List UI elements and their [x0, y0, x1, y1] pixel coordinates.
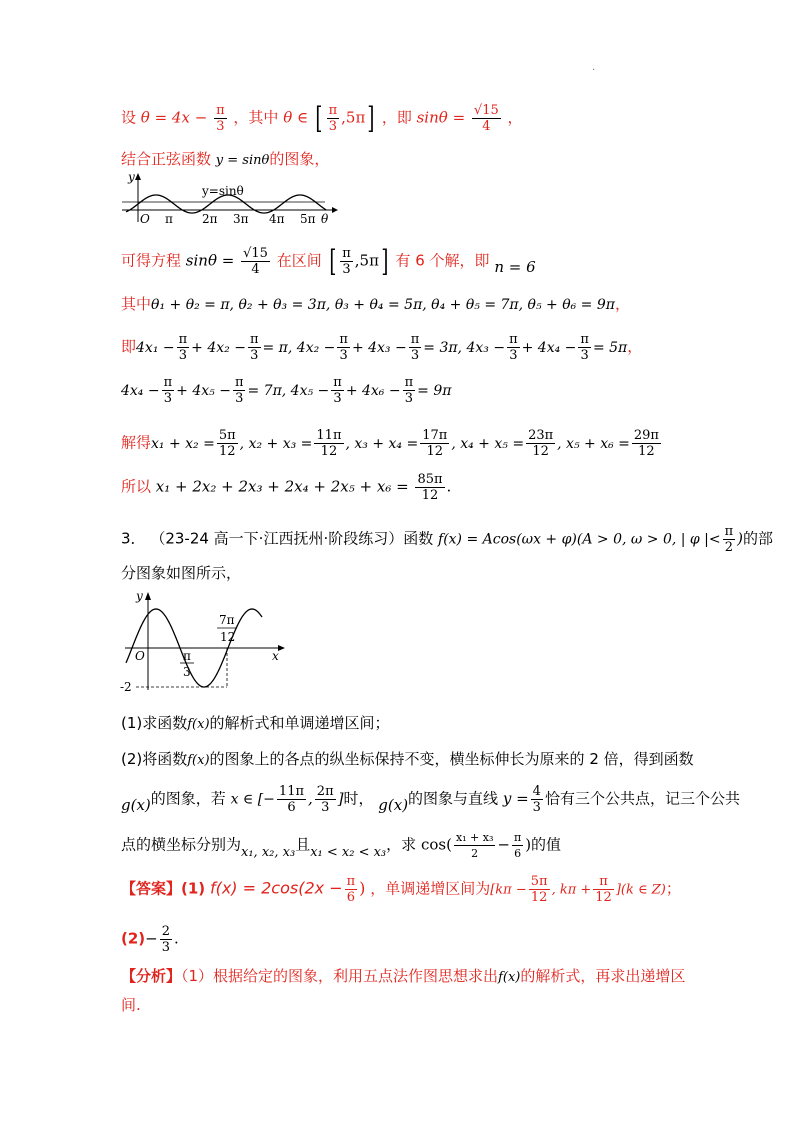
text: 有 6 个解，即: [395, 251, 490, 270]
text: ；: [665, 879, 681, 898]
bracket: ]: [381, 243, 389, 279]
math-expr: ,: [308, 789, 313, 808]
denominator: 3: [216, 119, 225, 134]
text: 间.: [121, 996, 141, 1014]
question-2-line-1: [121, 748, 740, 772]
origin-label: O: [135, 649, 145, 663]
numerator: x₁ + x₃: [455, 831, 494, 844]
denominator: 4: [482, 119, 491, 134]
denominator: 3: [161, 940, 171, 955]
text: ，: [627, 337, 643, 356]
text: 其中: [121, 295, 152, 313]
fraction: [162, 375, 175, 406]
math-expr: ,5π: [341, 108, 366, 127]
numerator: π: [724, 524, 734, 539]
math-expr: = 9π: [417, 382, 452, 399]
text: ，求: [386, 835, 417, 854]
fraction: [217, 428, 238, 459]
denominator: 3: [321, 800, 330, 815]
fraction: [331, 375, 344, 406]
answer-line-2: [121, 924, 740, 955]
math-expr: 4x₄ −: [121, 382, 160, 399]
math-expr: = 5π: [592, 339, 628, 356]
math-expr: f(x): [498, 970, 521, 985]
fraction: [420, 428, 449, 459]
numerator: 5π: [218, 428, 236, 443]
answer-label: 【答案】: [121, 879, 182, 898]
tick-denominator: 3: [183, 665, 191, 679]
fraction: [340, 246, 353, 277]
denominator: 3: [328, 119, 337, 134]
math-expr: + 4x₆ −: [345, 382, 401, 399]
text: .: [446, 477, 452, 496]
text: 点的横坐标分别为: [121, 835, 242, 854]
text: ，即: [381, 108, 412, 127]
analysis-line-1: [121, 965, 740, 989]
analysis-label: 【分析】: [121, 967, 182, 985]
text: (1): [181, 879, 206, 898]
fraction: [327, 103, 340, 134]
problem-source: （23-24 高一下·江西抚州·阶段练习）函数: [150, 529, 434, 548]
text: ，: [614, 295, 630, 313]
y-axis-arrow: [145, 592, 151, 600]
text: ，: [507, 108, 523, 127]
math-expr: x₁ + 2x₂ + 2x₃ + 2x₄ + 2x₅ + x₆ =: [155, 477, 409, 496]
y-axis-arrow: [135, 173, 141, 180]
theta-axis-arrow: [332, 207, 338, 213]
fraction: [314, 428, 343, 459]
numerator: π: [513, 831, 522, 844]
math-expr: [kπ −: [490, 882, 527, 898]
numerator: 2: [161, 924, 171, 939]
math-expr: f(x) = 2cos(2x −: [209, 878, 343, 898]
numerator: π: [342, 246, 351, 261]
math-expr: y = sinθ: [215, 153, 270, 168]
text: 的图象上的各点的纵坐标保持不变，横坐标伸长为原来的 2 倍，得到函数: [209, 750, 694, 768]
fraction: [277, 784, 306, 815]
text: 的部: [743, 529, 774, 548]
bracket: ]: [367, 100, 375, 136]
math-expr: + 4x₃ −: [351, 339, 407, 356]
math-expr: θ ∈: [283, 108, 309, 127]
numerator: 5π: [530, 874, 548, 889]
math-expr: θ₁ + θ₂ = π, θ₂ + θ₃ = 3π, θ₃ + θ₄ = 5π, θ₄ + θ₅ = 7π, θ₅ + θ₆ = 9π: [151, 297, 615, 313]
y-label: y: [136, 589, 143, 603]
math-expr: y =: [502, 789, 529, 808]
solution-line-1: [121, 100, 740, 136]
numerator: π: [163, 375, 173, 390]
tick-label: 4π: [269, 212, 285, 225]
x-label: x: [272, 649, 279, 663]
text: (2): [121, 929, 146, 948]
fraction: [403, 375, 416, 406]
tick-numerator: 7π: [219, 613, 235, 627]
text: 时，: [343, 789, 374, 808]
text: 在区间: [276, 251, 322, 270]
text: 结合正弦函数: [121, 150, 212, 168]
math-expr: ): [525, 835, 532, 854]
math-expr: = 3π, 4x₃ −: [423, 339, 506, 356]
fraction: [578, 332, 591, 363]
fraction: [177, 332, 190, 363]
text: ，单调递增区间为: [370, 879, 491, 898]
theta-label: θ: [321, 212, 329, 225]
fraction: [529, 874, 550, 905]
fraction: [723, 524, 736, 555]
numerator: 11π: [278, 784, 305, 799]
fraction: [337, 332, 350, 363]
numerator: π: [404, 375, 414, 390]
text: 且: [295, 835, 311, 854]
numerator: π: [333, 375, 342, 390]
math-expr: , kπ +: [551, 882, 592, 898]
math-expr: , x₄ + x₅ =: [451, 435, 525, 452]
numerator: π: [234, 375, 244, 390]
tick-label: π: [165, 212, 173, 225]
solution-line-5: [121, 332, 740, 363]
denominator: 6: [514, 847, 522, 860]
math-expr: ): [359, 878, 366, 898]
text: 解得: [121, 433, 152, 452]
numerator: π: [249, 332, 259, 347]
fraction: [512, 830, 523, 861]
math-expr: sinθ =: [185, 251, 235, 270]
numerator: π: [346, 874, 356, 889]
denominator: 12: [530, 890, 548, 905]
fraction: [345, 874, 358, 905]
y-label: y: [128, 170, 135, 184]
text: 的图象与直线: [408, 789, 499, 808]
numerator: π: [580, 332, 589, 347]
denominator: 3: [342, 262, 351, 277]
math-expr: −: [497, 835, 510, 854]
text: 恰有三个公共点，记三个公共: [544, 789, 740, 808]
numerator: 17π: [422, 428, 448, 443]
numerator: π: [178, 332, 188, 347]
sine-figure: [120, 170, 340, 225]
numerator: π: [328, 103, 338, 118]
denominator: 3: [333, 391, 342, 406]
text: (1)求函数: [121, 714, 188, 732]
math-expr: + 4x₄ −: [521, 339, 577, 356]
math-expr: 4x₁ −: [136, 339, 175, 356]
analysis-line-2: [121, 994, 740, 1016]
denominator: 12: [218, 444, 236, 459]
math-expr: ]: [337, 789, 344, 808]
fraction: [415, 472, 444, 503]
tick-denominator: 12: [220, 630, 236, 644]
math-expr: cos(: [420, 835, 452, 854]
tick-label: 2π: [202, 212, 218, 225]
numerator: 85π: [417, 472, 443, 487]
curve-label: y=sinθ: [202, 184, 244, 198]
text: 的解析式，再求出递增区: [520, 967, 686, 985]
numerator: π: [509, 332, 518, 347]
denominator: 3: [339, 348, 348, 363]
denominator: 3: [410, 348, 420, 363]
fraction: [472, 103, 501, 134]
solution-line-4: [121, 293, 740, 316]
text: 的值: [531, 835, 562, 854]
numerator: √15: [243, 246, 268, 261]
solution-line-6: [121, 375, 740, 406]
math-expr: −: [145, 929, 158, 948]
math-expr: + 4x₂ −: [191, 339, 246, 356]
fraction: [531, 784, 543, 815]
question-2-line-2: [121, 784, 740, 815]
denominator: 12: [421, 488, 439, 503]
math-expr: x ∈ [−: [230, 791, 275, 808]
denominator: 4: [251, 262, 260, 277]
math-expr: + 4x₅ −: [176, 382, 231, 399]
numerator: π: [410, 332, 420, 347]
numerator: √15: [473, 103, 499, 118]
tick-label: 3π: [233, 212, 249, 225]
math-expr: g(x): [378, 795, 409, 814]
fraction: [160, 924, 172, 955]
math-expr: n = 6: [494, 257, 536, 276]
answer-line-1: [121, 874, 740, 905]
denominator: 2: [471, 847, 479, 860]
fraction: [632, 428, 661, 459]
bracket: [: [328, 243, 336, 279]
denominator: 3: [404, 391, 414, 406]
fraction: [507, 332, 520, 363]
fraction: [214, 103, 227, 134]
x-axis-arrow: [278, 645, 285, 651]
denominator: 3: [532, 800, 541, 815]
numerator: π: [339, 332, 348, 347]
fraction: [248, 332, 261, 363]
math-expr: = π, 4x₂ −: [262, 339, 336, 356]
text: (2)将函数: [121, 750, 188, 768]
math-expr: , x₃ + x₄ =: [345, 435, 419, 452]
problem-number: 3．: [121, 529, 146, 548]
solution-line-7: [121, 428, 740, 459]
denominator: 12: [532, 444, 549, 459]
denominator: 12: [426, 444, 444, 459]
math-expr: x₁, x₂, x₃: [241, 844, 296, 860]
solution-line-3: [121, 243, 740, 279]
question-2-line-3: [121, 830, 740, 861]
tick-label: 5π: [300, 212, 316, 225]
numerator: 23π: [528, 428, 554, 443]
math-expr: f(x): [187, 717, 210, 732]
fraction: [454, 830, 495, 861]
fraction: [593, 874, 614, 905]
bracket: [: [315, 100, 323, 136]
tick-numerator: π: [183, 649, 191, 663]
math-expr: = 7π, 4x₅ −: [247, 382, 330, 399]
numerator: 2π: [316, 784, 334, 799]
denominator: 3: [580, 348, 589, 363]
fraction: [233, 375, 246, 406]
text: 的图象，若: [150, 789, 226, 808]
fraction: [315, 784, 336, 815]
denominator: 12: [595, 890, 612, 905]
text: 设: [121, 108, 137, 127]
denominator: 3: [250, 348, 259, 363]
denominator: 3: [163, 391, 173, 406]
cosine-figure: [120, 588, 290, 698]
math-expr: , x₂ + x₃ =: [239, 435, 313, 452]
math-expr: f(x) = Acos(ωx + φ)(A > 0, ω > 0, | φ |<: [438, 531, 721, 548]
problem-line-1: [121, 524, 774, 555]
math-expr: sinθ =: [416, 108, 466, 127]
denominator: 3: [509, 348, 518, 363]
denominator: 3: [178, 348, 188, 363]
equation-row: [151, 428, 663, 459]
denominator: 12: [638, 444, 655, 459]
top-dot: .: [592, 62, 596, 73]
text: 可得方程: [121, 251, 182, 270]
math-expr: x₁ + x₂ =: [151, 435, 215, 452]
origin-label: O: [140, 212, 150, 225]
math-expr: ](k ∈ Z): [615, 882, 666, 898]
text: 即: [121, 337, 137, 356]
numerator: π: [216, 103, 225, 118]
solution-line-2: [121, 148, 740, 172]
text: 的解析式和单调递增区间；: [209, 714, 390, 732]
math-expr: θ = 4x −: [140, 108, 208, 127]
text: 分图象如图所示，: [121, 564, 242, 582]
math-expr: ,5π: [354, 251, 379, 270]
math-expr: x₁ < x₂ < x₃: [310, 844, 387, 860]
fraction: [526, 428, 555, 459]
math-expr: , x₅ + x₆ =: [557, 435, 630, 452]
denominator: 3: [235, 391, 244, 406]
numerator: 11π: [316, 428, 342, 443]
math-expr: ): [737, 529, 744, 548]
math-expr: g(x): [121, 795, 151, 814]
equation-row: [136, 332, 628, 363]
fraction: [241, 246, 270, 277]
numerator: π: [593, 874, 614, 890]
equation-row: [121, 375, 452, 406]
min-value-label: -2: [120, 680, 132, 694]
text: 所以: [121, 477, 152, 496]
solution-line-8: [121, 472, 740, 503]
math-expr: f(x): [187, 753, 210, 768]
denominator: 12: [320, 444, 338, 459]
numerator: 4: [532, 784, 541, 799]
text: .: [174, 929, 179, 948]
text: （1）根据给定的图象，利用五点法作图思想求出: [181, 967, 499, 985]
denominator: 6: [346, 890, 356, 905]
fraction: [409, 332, 422, 363]
problem-line-2: [121, 562, 740, 584]
text: ，其中: [233, 108, 279, 127]
denominator: 6: [287, 800, 296, 815]
denominator: 2: [724, 540, 734, 555]
question-1: [121, 712, 740, 736]
numerator: 29π: [633, 428, 659, 443]
text: 的图象，: [269, 150, 330, 168]
